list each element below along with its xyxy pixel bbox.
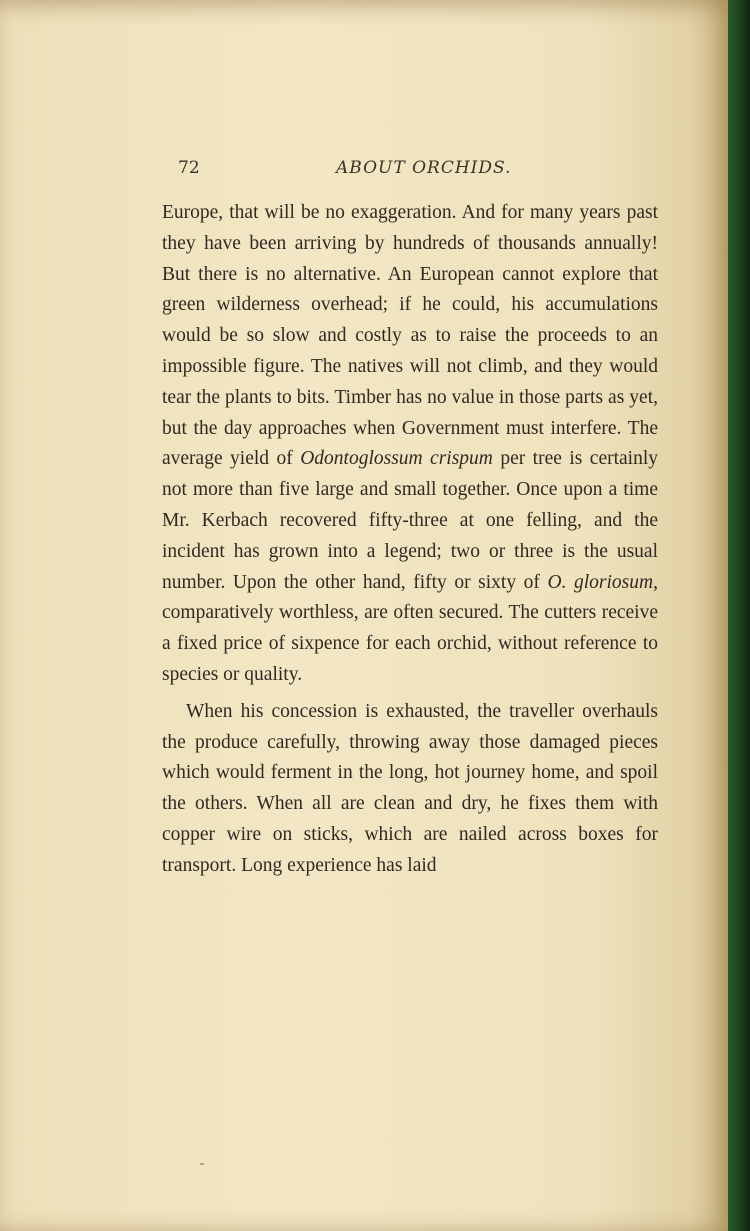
running-title: ABOUT ORCHIDS. [336,158,512,178]
paragraph-1-text-c: , comparatively worthless, are often secured. The cutters receive a fixed price of sixpence for each orchid, without reference to species or quality. [162,571,658,685]
paper-speck [200,1163,204,1165]
page-body [162,198,658,882]
page-header [178,158,658,188]
paragraph-1-text-b: per tree is certainly not more than five large and small together. Once upon a time Mr. Kerbach recovered fifty-three at one felling, and the incident has grown into a legend; two or three is the usual number. Upon the other hand, fifty or sixty of [162,448,658,593]
book-cover-edge [728,0,750,1231]
paragraph-1-italic-species-1: Odontoglossum crispum [300,448,493,470]
page-number: 72 [178,158,200,178]
paragraph-1 [162,198,658,691]
paragraph-1-italic-species-2: O. gloriosum [547,571,654,593]
paragraph-1-text-a: Europe, that will be no exaggeration. And for many years past they have been arriving by hundreds of thousands annually! But there is no alternative. An European cannot explore that green wilderness overhead; if he could, his accumulations would be so slow and costly as to raise the proceeds to an impossible figure. The natives will not climb, and they would tear the plants to bits. Timber has no value in those parts as yet, but the day approaches when Government must interfere. The average yield of [162,202,658,470]
paragraph-2: When his concession is exhausted, the traveller overhauls the produce carefully, throwing away those damaged pieces which would ferment in the long, hot journey home, and spoil the others. When all are clean and dry, he fixes them with copper wire on sticks, which are nailed across boxes for transport. Long experience has laid [162,700,658,876]
